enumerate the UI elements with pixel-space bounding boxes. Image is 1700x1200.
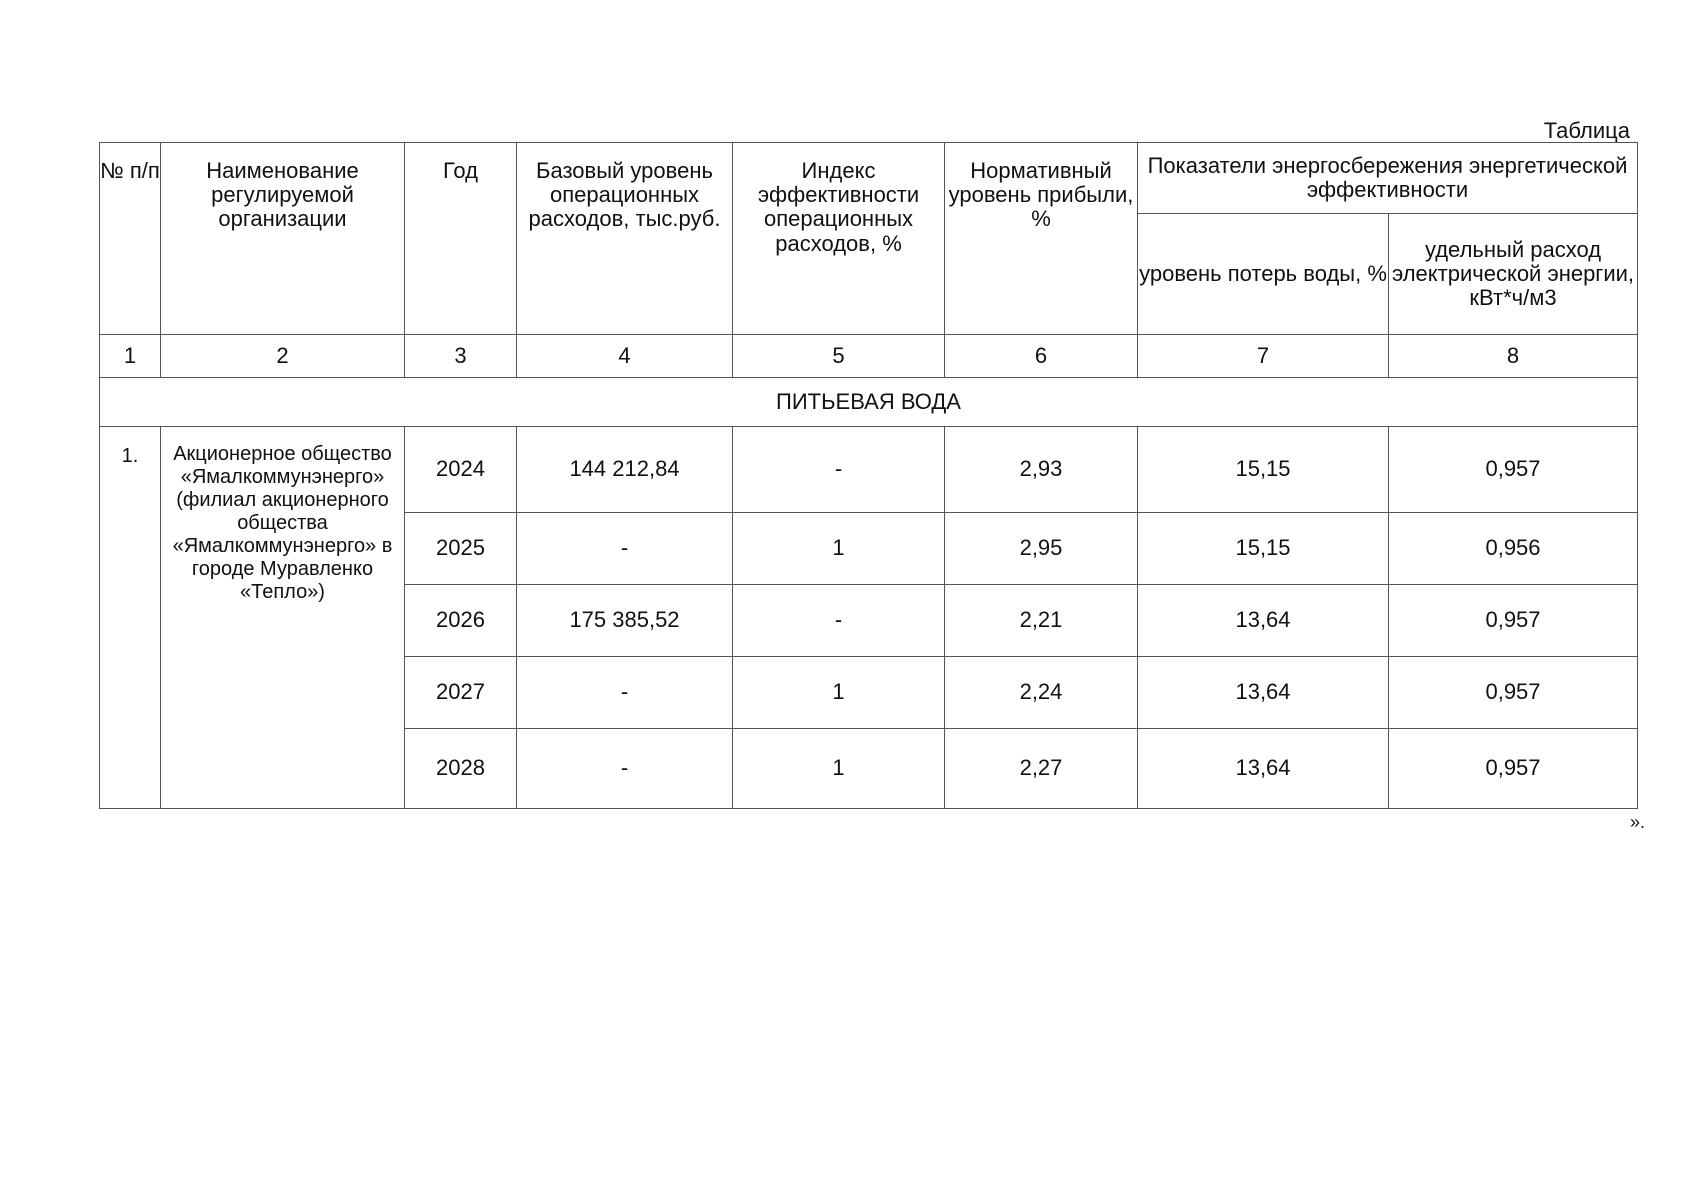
column-number: 5 — [733, 335, 945, 378]
header-organization: Наименование регулируемой организации — [161, 143, 405, 335]
cell-efficiency-index: 1 — [733, 729, 945, 809]
column-number-row — [100, 335, 1638, 378]
cell-profit-level: 2,27 — [945, 729, 1138, 809]
organization-name: Акционерное общество «Ямалкоммунэнерго» (филиал акционерного общества «Ямалкоммунэнерго» в городе Муравленко «Тепло») — [161, 427, 405, 809]
cell-efficiency-index: - — [733, 585, 945, 657]
cell-energy-use: 0,956 — [1389, 513, 1638, 585]
header-energy-use: удельный расход электрической энергии, кВт*ч/м3 — [1389, 214, 1638, 335]
cell-efficiency-index: 1 — [733, 657, 945, 729]
cell-energy-use: 0,957 — [1389, 729, 1638, 809]
cell-year: 2024 — [405, 427, 517, 513]
cell-energy-use: 0,957 — [1389, 657, 1638, 729]
cell-water-loss: 13,64 — [1138, 657, 1389, 729]
column-number: 6 — [945, 335, 1138, 378]
section-row — [100, 378, 1638, 427]
column-number: 3 — [405, 335, 517, 378]
column-number: 2 — [161, 335, 405, 378]
header-year: Год — [405, 143, 517, 335]
header-row-1 — [100, 143, 1638, 214]
cell-water-loss: 13,64 — [1138, 585, 1389, 657]
column-number: 7 — [1138, 335, 1389, 378]
row-number: 1. — [100, 427, 161, 809]
cell-base-opex: - — [517, 513, 733, 585]
header-water-loss: уровень потерь воды, % — [1138, 214, 1389, 335]
tariff-table — [99, 142, 1638, 809]
cell-profit-level: 2,95 — [945, 513, 1138, 585]
column-number: 1 — [100, 335, 161, 378]
column-number: 4 — [517, 335, 733, 378]
cell-water-loss: 15,15 — [1138, 513, 1389, 585]
cell-water-loss: 13,64 — [1138, 729, 1389, 809]
cell-year: 2026 — [405, 585, 517, 657]
cell-profit-level: 2,93 — [945, 427, 1138, 513]
cell-efficiency-index: - — [733, 427, 945, 513]
header-efficiency-index: Индекс эффективности операционных расходов, % — [733, 143, 945, 335]
table-caption: Таблица — [1543, 118, 1630, 143]
table-row — [100, 427, 1638, 513]
header-base-opex: Базовый уровень операционных расходов, тыс.руб. — [517, 143, 733, 335]
cell-year: 2028 — [405, 729, 517, 809]
header-num: № п/п — [100, 143, 161, 335]
cell-energy-use: 0,957 — [1389, 585, 1638, 657]
cell-base-opex: 175 385,52 — [517, 585, 733, 657]
cell-profit-level: 2,24 — [945, 657, 1138, 729]
cell-water-loss: 15,15 — [1138, 427, 1389, 513]
cell-efficiency-index: 1 — [733, 513, 945, 585]
cell-energy-use: 0,957 — [1389, 427, 1638, 513]
closing-quote-mark: ». — [1630, 812, 1646, 832]
tariff-table-wrapper — [99, 142, 1637, 809]
section-title: ПИТЬЕВАЯ ВОДА — [100, 378, 1638, 427]
cell-base-opex: 144 212,84 — [517, 427, 733, 513]
column-number: 8 — [1389, 335, 1638, 378]
cell-year: 2027 — [405, 657, 517, 729]
header-energy-indicators-group: Показатели энергосбережения энергетической эффективности — [1138, 143, 1638, 214]
cell-base-opex: - — [517, 657, 733, 729]
cell-profit-level: 2,21 — [945, 585, 1138, 657]
header-profit-level: Нормативный уровень прибыли, % — [945, 143, 1138, 335]
cell-year: 2025 — [405, 513, 517, 585]
cell-base-opex: - — [517, 729, 733, 809]
